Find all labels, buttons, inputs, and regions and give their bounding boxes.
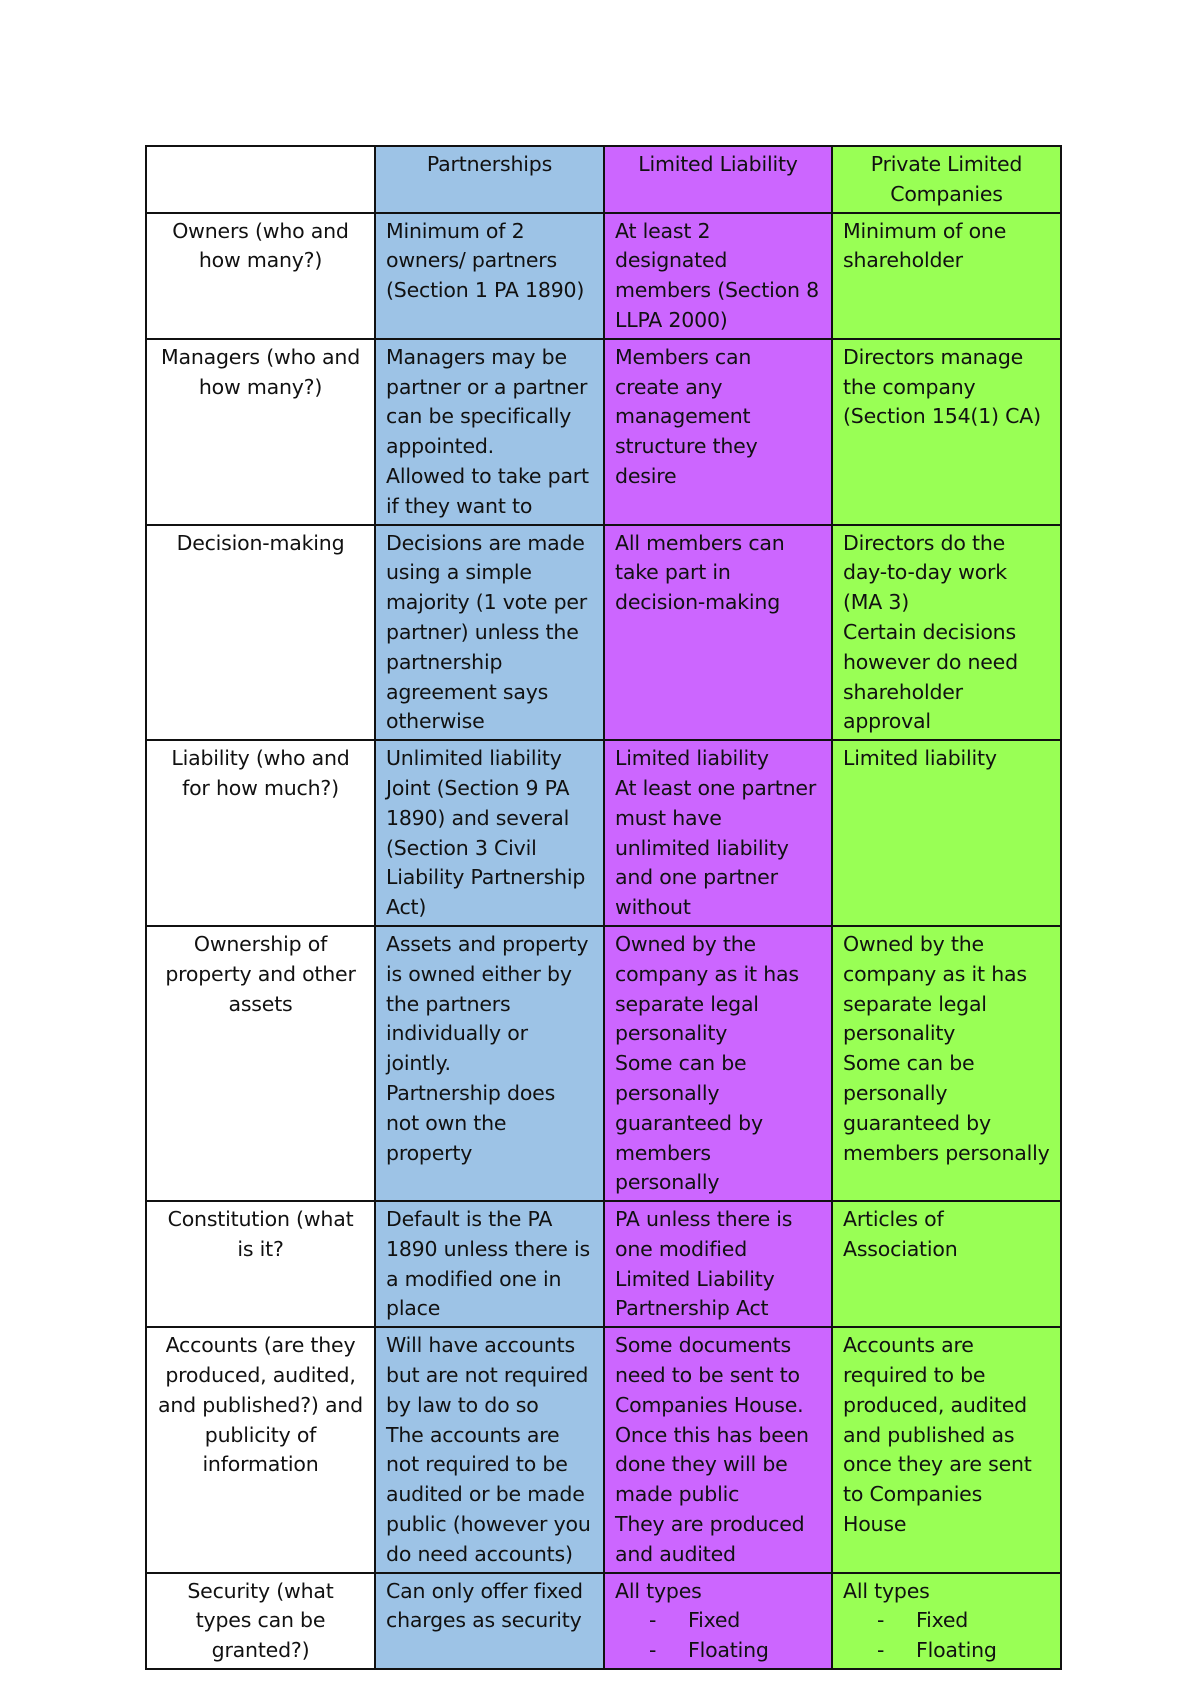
- cell-text: All types: [615, 1578, 702, 1603]
- cell-text: Partnership does not own the property: [386, 1080, 556, 1165]
- cell-private-limited: [832, 213, 1061, 339]
- cell-text: Some can be personally guaranteed by members personally: [843, 1051, 1050, 1165]
- cell-private-limited: [832, 1201, 1061, 1327]
- cell-text: Once this has been done they will be made public: [615, 1422, 809, 1507]
- cell-text: Some documents need to be sent to Companies House.: [615, 1333, 804, 1417]
- list-item-text: Floating: [916, 1638, 997, 1663]
- row-label: Managers (who and how many?): [146, 339, 375, 525]
- cell-text: The accounts are not required to be audited or be made public (however you do need accounts): [386, 1422, 591, 1566]
- table-row: [146, 213, 1061, 339]
- cell-partnerships: [375, 740, 604, 926]
- cell-limited-liability: [604, 1573, 832, 1669]
- cell-text: At least one partner must have unlimited liability and one partner without: [615, 775, 817, 920]
- list-item: [615, 1636, 821, 1666]
- cell-text: All members can take part in decision-making: [615, 530, 785, 615]
- row-label: Decision-making: [146, 525, 375, 741]
- cell-text: Directors manage the company (Section 154(1) CA): [843, 344, 1041, 429]
- cell-text: Articles of Association: [843, 1207, 958, 1261]
- cell-text: Directors do the day-to-day work (MA 3): [843, 530, 1007, 615]
- cell-partnerships: [375, 1573, 604, 1669]
- cell-text: Decisions are made using a simple majority (1 vote per partner) unless the partnership agreement says otherwise: [386, 530, 588, 734]
- list-item-text: Fixed: [916, 1608, 969, 1633]
- table-row: [146, 339, 1061, 525]
- header-corner: [146, 146, 375, 213]
- cell-text: Accounts are required to be produced, audited and published as once they are sent to Companies House: [843, 1333, 1032, 1537]
- cell-partnerships: [375, 1327, 604, 1572]
- cell-text: Members can create any management structure they desire: [615, 344, 758, 488]
- cell-text: Will have accounts but are not required by law to do so: [386, 1333, 589, 1417]
- cell-text: Assets and property is owned either by the partners individually or jointly.: [386, 931, 589, 1076]
- list-item: [843, 1636, 1050, 1666]
- security-types-list: [615, 1606, 821, 1666]
- row-label: Liability (who and for how much?): [146, 740, 375, 926]
- cell-partnerships: [375, 1201, 604, 1327]
- cell-text: Unlimited liability: [386, 746, 562, 771]
- cell-limited-liability: [604, 1201, 832, 1327]
- cell-text: Certain decisions however do need shareholder approval: [843, 619, 1018, 734]
- cell-text: Limited liability: [843, 746, 997, 771]
- row-label: Security (what types can be granted?): [146, 1573, 375, 1669]
- cell-limited-liability: [604, 213, 832, 339]
- cell-partnerships: [375, 213, 604, 339]
- list-item: [615, 1606, 821, 1636]
- header-limited-liability: Limited Liability: [604, 146, 832, 213]
- cell-text: They are produced and audited: [615, 1512, 805, 1566]
- cell-limited-liability: [604, 339, 832, 525]
- header-row: [146, 146, 1061, 213]
- header-private-limited: Private Limited Companies: [832, 146, 1061, 213]
- cell-text: Owned by the company as it has separate legal personality: [843, 931, 1027, 1046]
- row-label: Constitution (what is it?: [146, 1201, 375, 1327]
- cell-text: Default is the PA 1890 unless there is a modified one in place: [386, 1207, 590, 1321]
- cell-text: Some can be personally guaranteed by members personally: [615, 1051, 763, 1195]
- cell-text: Minimum of one shareholder: [843, 218, 1007, 273]
- cell-text: Can only offer fixed charges as security: [386, 1578, 583, 1633]
- cell-private-limited: [832, 926, 1061, 1201]
- cell-partnerships: [375, 926, 604, 1201]
- table-row: [146, 525, 1061, 741]
- cell-text: Managers may be partner or a partner can be specifically appointed.: [386, 344, 588, 459]
- table-row: [146, 1327, 1061, 1572]
- table-row: [146, 740, 1061, 926]
- cell-text: Minimum of 2 owners/ partners (Section 1 PA 1890): [386, 218, 585, 303]
- cell-private-limited: [832, 1327, 1061, 1572]
- cell-private-limited: [832, 740, 1061, 926]
- cell-private-limited: [832, 339, 1061, 525]
- list-item: [843, 1606, 1050, 1636]
- cell-limited-liability: [604, 740, 832, 926]
- table-row: [146, 1201, 1061, 1327]
- cell-private-limited: [832, 525, 1061, 741]
- cell-text: Joint (Section 9 PA 1890) and several (Section 3 Civil Liability Partnership Act): [386, 775, 586, 920]
- row-label: Ownership of property and other assets: [146, 926, 375, 1201]
- dash-bullet: -: [877, 1608, 885, 1633]
- comparison-table: [145, 145, 1062, 1670]
- cell-limited-liability: [604, 926, 832, 1201]
- table-row: [146, 926, 1061, 1201]
- cell-text: Limited liability: [615, 746, 769, 771]
- cell-partnerships: [375, 525, 604, 741]
- list-item-text: Fixed: [688, 1608, 741, 1633]
- cell-private-limited: [832, 1573, 1061, 1669]
- cell-text: All types: [843, 1578, 930, 1603]
- cell-limited-liability: [604, 525, 832, 741]
- cell-text: Allowed to take part if they want to: [386, 463, 589, 518]
- cell-text: PA unless there is one modified Limited Liability Partnership Act: [615, 1207, 793, 1321]
- cell-text: At least 2 designated members (Section 8 LLPA 2000): [615, 218, 819, 332]
- list-item-text: Floating: [688, 1638, 769, 1663]
- cell-partnerships: [375, 339, 604, 525]
- table-row: [146, 1573, 1061, 1669]
- cell-text: Owned by the company as it has separate legal personality: [615, 931, 799, 1046]
- dash-bullet: -: [649, 1608, 657, 1633]
- cell-limited-liability: [604, 1327, 832, 1572]
- row-label: Owners (who and how many?): [146, 213, 375, 339]
- security-types-list: [843, 1606, 1050, 1666]
- row-label: Accounts (are they produced, audited, and published?) and publicity of information: [146, 1327, 375, 1572]
- dash-bullet: -: [649, 1638, 657, 1663]
- header-partnerships: Partnerships: [375, 146, 604, 213]
- dash-bullet: -: [877, 1638, 885, 1663]
